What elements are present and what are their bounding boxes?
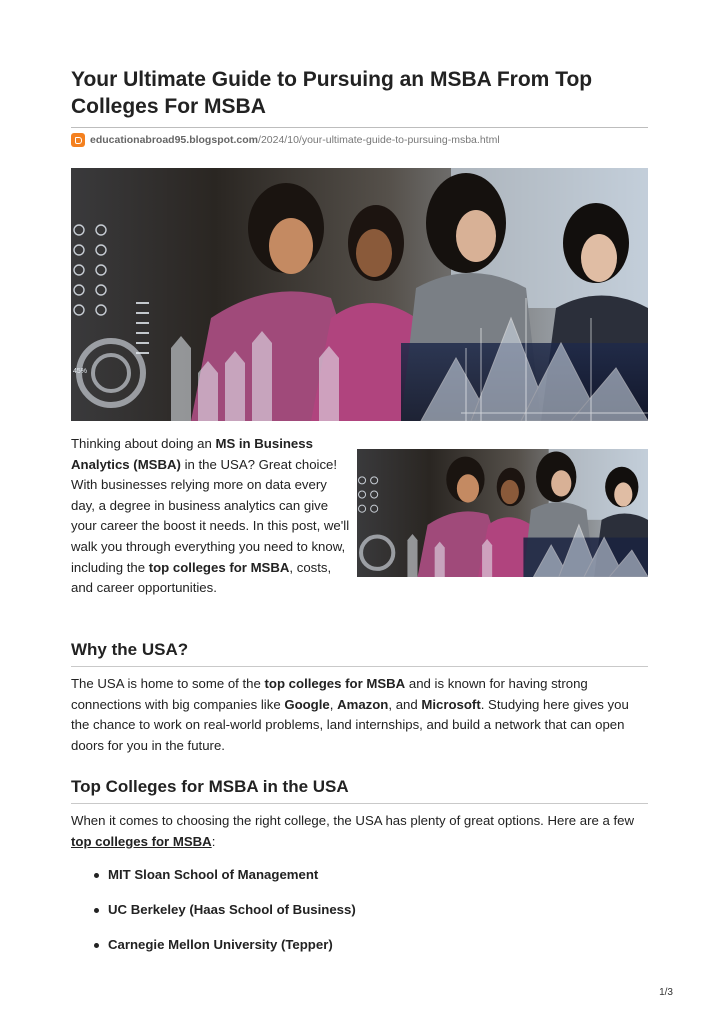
why-text: The USA is home to some of the xyxy=(71,676,265,691)
source-path: /2024/10/your-ultimate-guide-to-pursuing-msba.html xyxy=(258,134,500,146)
section-heading-top-colleges: Top Colleges for MSBA in the USA xyxy=(71,777,349,796)
hero-percent-label: 45% xyxy=(73,368,88,375)
section-divider xyxy=(71,666,648,667)
why-text: , and xyxy=(388,696,422,712)
why-bold-google: Google xyxy=(284,696,330,712)
section-divider xyxy=(71,803,648,804)
list-item: UC Berkeley (Haas School of Business) xyxy=(71,900,356,935)
why-bold-microsoft: Microsoft xyxy=(421,696,481,712)
why-text: , xyxy=(329,696,338,712)
intro-paragraph xyxy=(71,434,353,599)
intro-text: in the USA? Great choice! With businesses relying more on data every day, a degree in business analytics can give your career the boost it needs. In this post, we'll walk you through everything you need to know, including the xyxy=(71,456,350,575)
why-usa-paragraph xyxy=(71,674,648,756)
list-item: Carnegie Mellon University (Tepper) xyxy=(71,935,356,970)
colleges-list xyxy=(71,865,356,970)
article-title: Your Ultimate Guide to Pursuing an MSBA From Top Colleges For MSBA xyxy=(71,68,593,118)
why-bold-amazon: Amazon xyxy=(337,696,389,712)
page-number: 1/3 xyxy=(659,987,673,998)
why-text: and is known for having strong connections with big companies like xyxy=(71,676,588,712)
intro-text: , costs, and career opportunities. xyxy=(71,559,332,596)
top-colleges-link[interactable]: top colleges for MSBA xyxy=(71,833,212,849)
section-heading-why-usa: Why the USA? xyxy=(71,640,189,659)
top-text: : xyxy=(211,833,216,849)
source-domain: educationabroad95.blogspot.com xyxy=(90,134,259,146)
intro-bold-msba: MS in Business Analytics (MSBA) xyxy=(71,436,313,472)
why-text: . Studying here gives you the chance to work on real-world problems, land internships, and build a network that can open doors for you in the future. xyxy=(71,696,629,753)
title-divider xyxy=(71,127,648,128)
intro-bold-colleges: top colleges for MSBA xyxy=(148,559,290,575)
source-link[interactable] xyxy=(71,132,500,148)
top-colleges-paragraph xyxy=(71,811,648,852)
top-text: When it comes to choosing the right college, the USA has plenty of great options. Here are a few xyxy=(71,813,634,828)
list-item: MIT Sloan School of Management xyxy=(71,865,356,900)
hero-image xyxy=(71,168,648,421)
blogger-icon xyxy=(71,133,85,147)
intro-text: Thinking about doing an xyxy=(71,436,216,451)
why-bold-colleges: top colleges for MSBA xyxy=(264,676,406,691)
thumbnail-image xyxy=(357,449,648,577)
